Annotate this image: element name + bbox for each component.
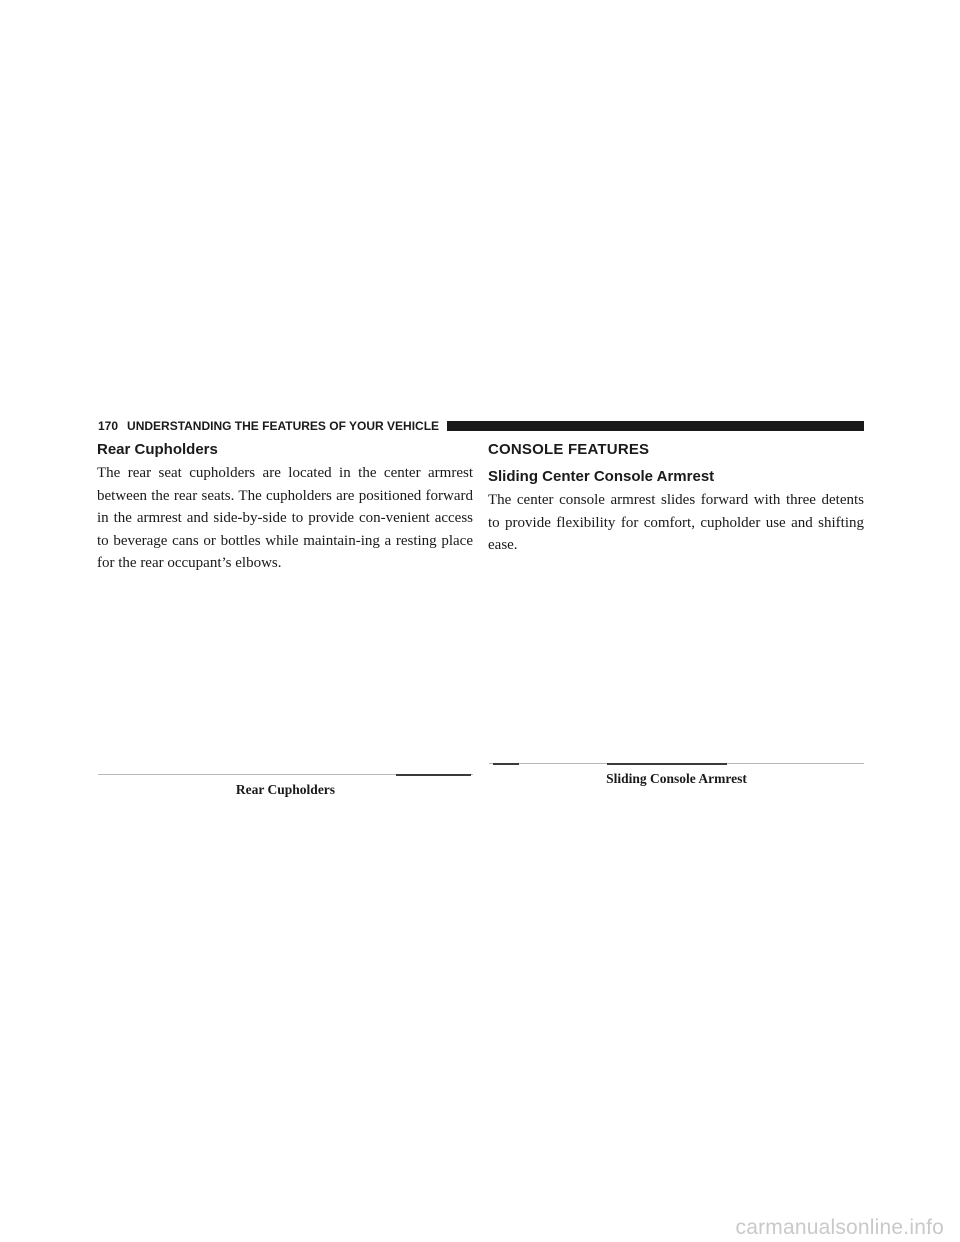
header-rule	[447, 421, 864, 431]
page-number: 170	[98, 419, 119, 433]
running-title: UNDERSTANDING THE FEATURES OF YOUR VEHICLE	[127, 419, 440, 433]
section-heading-sliding-armrest: Sliding Center Console Armrest	[488, 468, 715, 485]
sliding-armrest-paragraph: The center console armrest slides forward with three detents to provide flexibility for comfort, cupholder use and shifting ease.	[488, 492, 864, 553]
sliding-armrest-caption: Sliding Console Armrest	[606, 771, 747, 786]
left-column	[97, 440, 473, 575]
watermark-text: carmanualsonline.info	[735, 1216, 944, 1239]
section-heading-rear-cupholders: Rear Cupholders	[97, 441, 218, 458]
page-header	[98, 419, 864, 433]
rear-cupholders-paragraph: The rear seat cupholders are located in the center armrest between the rear seats. The cupholders are positioned forward in the armrest and side-by-side to provide con-venient access to beverage cans or bottles while maintain-ing a resting place for the rear occupant’s elbows.	[97, 465, 473, 571]
chapter-heading-console-features: CONSOLE FEATURES	[488, 441, 650, 458]
sliding-armrest-figure-rule	[489, 763, 864, 764]
right-column	[488, 440, 864, 557]
rear-cupholders-caption: Rear Cupholders	[235, 782, 336, 797]
rear-cupholders-figure-rule	[98, 774, 473, 775]
